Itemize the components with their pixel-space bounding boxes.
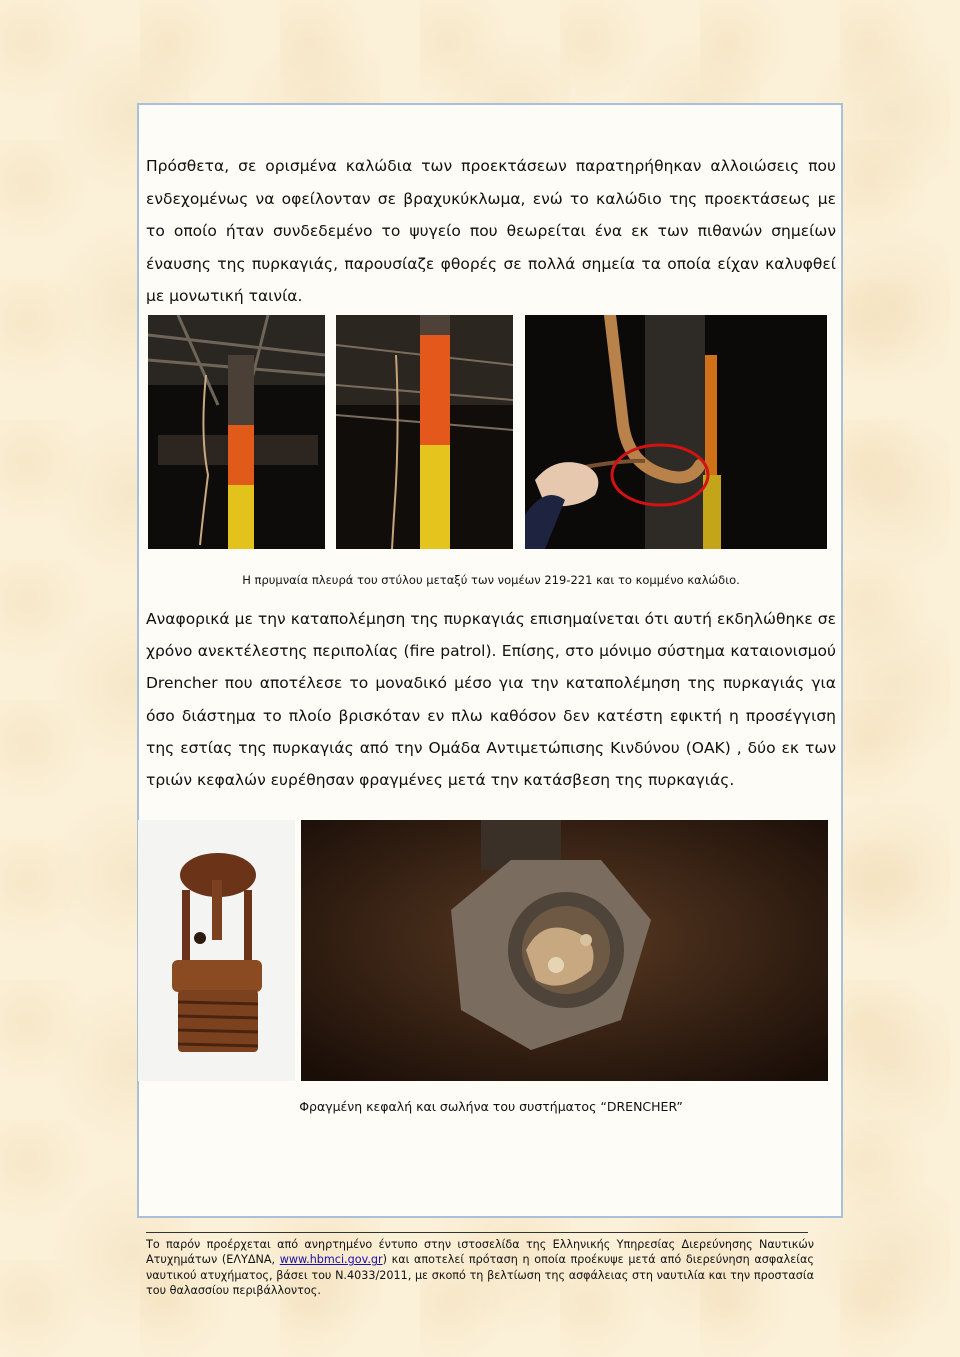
footer-text-end: ) και αποτελεί πρόταση η οποία προέκυψε μετά από διερεύνηση ασφαλείας ναυτικού ατυχήματος, βάσει του Ν.4033/2011, με σκοπό τη βελτίωση της ασφάλειας στη ναυτιλία και την προστασία του θαλασσίου περιβάλλοντος. [146,1253,814,1297]
footer-website-link[interactable]: www.hbmci.gov.gr [279,1253,383,1267]
photo-burned-column-left [148,315,325,549]
photo-blocked-pipe-nut [301,820,828,1081]
footer-text-start: Το παρόν προέρχεται από ανηρτημένο έντυπο στην ιστοσελίδα της Ελληνικής Υπηρεσίας Διερεύνησης Ναυτικών Ατυχημάτων (ΕΛΥΔΝΑ, [146,1238,814,1267]
paragraph-cable-damage: Πρόσθετα, σε ορισμένα καλώδια των προεκτάσεων παρατηρήθηκαν αλλοιώσεις που ενδεχομένως να οφείλονταν σε βραχυκύκλωμα, ενώ το καλώδιο της προεκτάσεως με το οποίο ήταν συνδεδεμένο το ψυγείο που θεωρείται ένα εκ των πιθανών σημείων έναυσης της πυρκαγιάς, παρουσίαζε φθορές σε πολλά σημεία τα οποία είχαν καλυφθεί με μονωτική ταινία. [146,157,836,306]
footer-divider [146,1232,808,1233]
figure-caption-drencher: Φραγμένη κεφαλή και σωλήνα του συστήματος “DRENCHER” [299,1099,683,1114]
photo-blocked-sprinkler-head [138,820,295,1081]
paragraph-firefighting: Αναφορικά με την καταπολέμηση της πυρκαγιάς επισημαίνεται ότι αυτή εκδηλώθηκε σε χρόνο ανεκτέλεστης περιπολίας (fire patrol). Επίσης, στο μόνιμο σύστημα καταιονισμού Drencher που αποτέλεσε το μοναδικό μέσο για την καταπολέμηση της πυρκαγιάς για όσο διάστημα το πλοίο βρισκόταν εν πλω καθόσον δεν κατέστη εφικτή η προσέγγιση της εστίας της πυρκαγιάς από την Ομάδα Αντιμετώπισης Κινδύνου (ΟΑΚ) , δύο εκ των τριών κεφαλών ευρέθησαν φραγμένες μετά την κατάσβεση της πυρκαγιάς. [146,610,836,790]
photo-burned-column-middle [336,315,513,549]
photo-cut-cable-highlighted [525,315,827,549]
figure-caption-column: Η πρυμναία πλευρά του στύλου μεταξύ των νομέων 219-221 και το κομμένο καλώδιο. [242,573,740,587]
footer-disclaimer [146,1237,814,1298]
